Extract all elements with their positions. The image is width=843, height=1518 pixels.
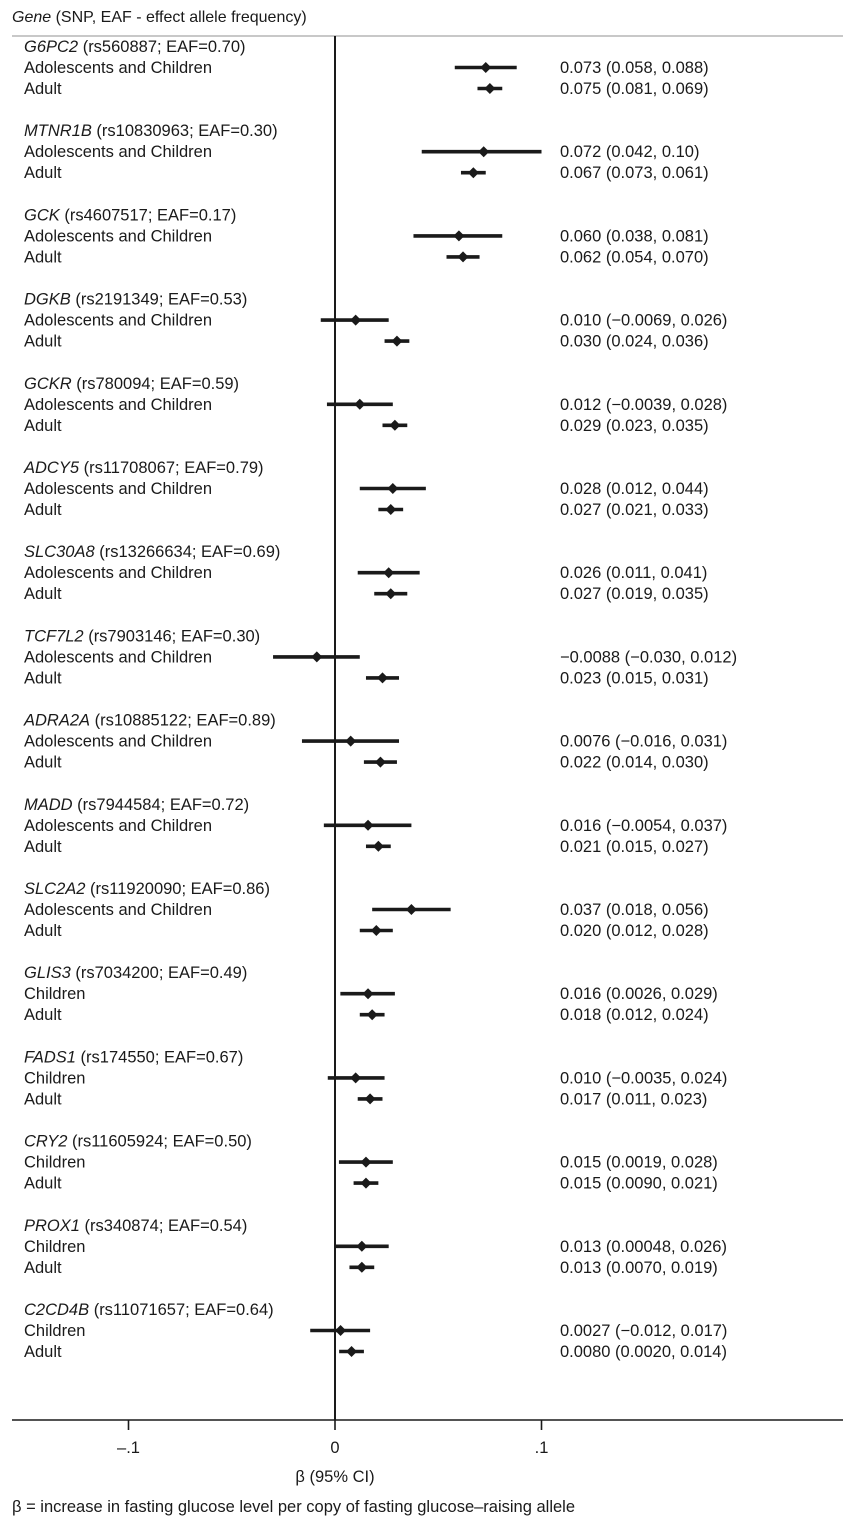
group-label: Adult <box>24 837 62 856</box>
group-label: Children <box>24 1069 86 1088</box>
gene-name: GCK <box>24 206 60 225</box>
group-label: Adolescents and Children <box>24 564 213 583</box>
gene-name: DGKB <box>24 290 71 309</box>
gene-name: FADS1 <box>24 1048 76 1067</box>
point-estimate-marker <box>356 1262 367 1273</box>
gene-title <box>23 459 264 477</box>
gene-title <box>24 880 270 898</box>
snp-info: (rs10830963; EAF=0.30) <box>91 122 278 141</box>
point-estimate-marker <box>453 230 464 241</box>
point-estimate-marker <box>311 651 322 662</box>
gene-title <box>24 122 278 140</box>
estimate-text: 0.030 (0.024, 0.036) <box>560 332 709 351</box>
gene-name: MADD <box>24 795 73 814</box>
column-header-rest: (SNP, EAF - effect allele frequency) <box>51 9 307 26</box>
point-estimate-marker <box>391 336 402 347</box>
point-estimate-marker <box>458 251 469 262</box>
point-estimate-marker <box>350 1072 361 1083</box>
group-label: Adolescents and Children <box>24 901 213 919</box>
gene-name: PROX1 <box>24 1216 80 1235</box>
snp-info: (rs4607517; EAF=0.17) <box>59 206 237 225</box>
estimate-text: 0.010 (−0.0035, 0.024) <box>560 1069 728 1088</box>
gene-group <box>23 459 709 519</box>
estimate-text: 0.010 (−0.0069, 0.026) <box>560 311 728 330</box>
group-label: Adolescents and Children <box>24 816 213 835</box>
point-estimate-marker <box>383 567 394 578</box>
group-label: Children <box>24 985 86 1004</box>
estimate-text: 0.012 (−0.0039, 0.028) <box>560 395 728 414</box>
x-tick-label: 0 <box>330 1439 340 1457</box>
gene-name: SLC2A2 <box>24 880 86 898</box>
gene-title <box>23 712 276 730</box>
snp-info: (rs174550; EAF=0.67) <box>75 1048 244 1067</box>
gene-group <box>24 627 737 687</box>
group-label: Children <box>24 1322 86 1340</box>
gene-group <box>24 1133 718 1193</box>
snp-info: (rs11920090; EAF=0.86) <box>85 880 270 898</box>
estimate-text: 0.067 (0.073, 0.061) <box>560 164 709 183</box>
gene-title <box>24 206 236 224</box>
point-estimate-marker <box>360 1157 371 1168</box>
gene-title <box>24 1217 247 1235</box>
group-label: Adolescents and Children <box>24 732 213 751</box>
point-estimate-marker <box>406 904 417 915</box>
group-label: Adult <box>24 1343 62 1361</box>
estimate-text: 0.073 (0.058, 0.088) <box>560 59 709 77</box>
group-label: Adolescents and Children <box>24 648 213 667</box>
gene-title <box>24 375 239 393</box>
snp-info: (rs7034200; EAF=0.49) <box>70 964 248 983</box>
gene-group <box>24 796 727 856</box>
gene-title <box>24 1301 274 1319</box>
estimate-text: 0.021 (0.015, 0.027) <box>560 837 709 856</box>
group-label: Adolescents and Children <box>24 143 213 162</box>
gene-name: ADCY5 <box>24 459 80 477</box>
estimate-text: 0.020 (0.012, 0.028) <box>560 922 709 940</box>
point-estimate-marker <box>367 1009 378 1020</box>
point-estimate-marker <box>480 62 491 73</box>
gene-name: SLC30A8 <box>24 543 95 562</box>
gene-name: CRY2 <box>24 1132 68 1151</box>
point-estimate-marker <box>335 1325 346 1336</box>
gene-name: GCKR <box>24 374 72 393</box>
point-estimate-marker <box>375 757 386 768</box>
estimate-text: −0.0088 (−0.030, 0.012) <box>560 648 738 667</box>
estimate-text: 0.013 (0.00048, 0.026) <box>560 1237 727 1256</box>
estimate-text: 0.0080 (0.0020, 0.014) <box>560 1343 727 1361</box>
gene-group <box>24 291 727 351</box>
gene-title <box>24 964 247 982</box>
gene-group <box>24 964 718 1024</box>
snp-info: (rs11708067; EAF=0.79) <box>79 459 264 477</box>
group-label: Adult <box>24 753 62 772</box>
point-estimate-marker <box>484 83 495 94</box>
estimate-text: 0.027 (0.021, 0.033) <box>560 501 709 519</box>
group-label: Adolescents and Children <box>24 395 213 414</box>
estimate-text: 0.075 (0.081, 0.069) <box>560 80 709 98</box>
estimate-text: 0.029 (0.023, 0.035) <box>560 416 709 435</box>
point-estimate-marker <box>377 672 388 683</box>
point-estimate-marker <box>387 483 398 494</box>
gene-name: GLIS3 <box>24 964 71 983</box>
estimate-text: 0.026 (0.011, 0.041) <box>560 564 708 583</box>
snp-info: (rs7903146; EAF=0.30) <box>83 627 261 646</box>
estimate-text: 0.015 (0.0019, 0.028) <box>560 1153 718 1172</box>
gene-group <box>24 206 709 266</box>
estimate-text: 0.027 (0.019, 0.035) <box>560 585 709 604</box>
point-estimate-marker <box>360 1178 371 1189</box>
gene-title <box>24 1133 252 1151</box>
gene-name: ADRA2A <box>24 711 91 730</box>
snp-info: (rs2191349; EAF=0.53) <box>70 290 248 309</box>
snp-info: (rs13266634; EAF=0.69) <box>94 543 281 562</box>
group-label: Adult <box>24 585 62 604</box>
point-estimate-marker <box>478 146 489 157</box>
gene-group <box>24 122 709 182</box>
gene-title <box>24 1048 243 1066</box>
point-estimate-marker <box>356 1241 367 1252</box>
group-label: Adult <box>24 248 62 267</box>
snp-info: (rs7944584; EAF=0.72) <box>72 795 250 814</box>
point-estimate-marker <box>350 315 361 326</box>
group-label: Adult <box>24 164 62 183</box>
x-axis-label: β (95% CI) <box>295 1468 375 1486</box>
estimate-text: 0.018 (0.012, 0.024) <box>560 1006 709 1025</box>
group-label: Adult <box>24 1258 62 1277</box>
gene-title <box>24 543 280 561</box>
point-estimate-marker <box>385 504 396 515</box>
footnote: β = increase in fasting glucose level per copy of fasting glucose–raising allele <box>12 1498 576 1516</box>
gene-title <box>24 38 246 56</box>
gene-group <box>24 880 709 940</box>
estimate-text: 0.013 (0.0070, 0.019) <box>560 1258 718 1277</box>
estimate-text: 0.023 (0.015, 0.031) <box>560 669 709 688</box>
snp-info: (rs560887; EAF=0.70) <box>78 38 246 56</box>
point-estimate-marker <box>363 988 374 999</box>
gene-group <box>24 1301 727 1361</box>
rows <box>23 38 737 1361</box>
gene-group <box>24 1048 727 1108</box>
group-label: Adult <box>24 1090 62 1109</box>
estimate-text: 0.015 (0.0090, 0.021) <box>560 1174 718 1193</box>
gene-group <box>23 712 727 772</box>
group-label: Children <box>24 1237 86 1256</box>
group-label: Adult <box>24 1174 62 1193</box>
point-estimate-marker <box>373 841 384 852</box>
group-label: Adolescents and Children <box>24 480 213 498</box>
group-label: Adult <box>24 80 62 98</box>
gene-group <box>24 543 709 603</box>
gene-name: TCF7L2 <box>24 627 84 646</box>
group-label: Children <box>24 1153 86 1172</box>
x-tick-label: –.1 <box>117 1439 140 1457</box>
group-label: Adolescents and Children <box>24 59 213 77</box>
point-estimate-marker <box>365 1093 376 1104</box>
gene-title <box>24 796 249 814</box>
gene-name: G6PC2 <box>24 38 79 56</box>
column-header-gene: Gene <box>12 9 52 26</box>
estimate-text: 0.0027 (−0.012, 0.017) <box>560 1322 728 1340</box>
group-label: Adolescents and Children <box>24 311 213 330</box>
point-estimate-marker <box>371 925 382 936</box>
gene-group <box>24 38 709 98</box>
column-header <box>12 9 307 26</box>
point-estimate-marker <box>354 399 365 410</box>
estimate-text: 0.062 (0.054, 0.070) <box>560 248 709 267</box>
group-label: Adult <box>24 416 62 435</box>
estimate-text: 0.022 (0.014, 0.030) <box>560 753 709 772</box>
snp-info: (rs780094; EAF=0.59) <box>71 374 240 393</box>
point-estimate-marker <box>468 167 479 178</box>
gene-title <box>24 291 247 309</box>
gene-name: MTNR1B <box>24 122 92 141</box>
gene-name: C2CD4B <box>24 1301 90 1319</box>
point-estimate-marker <box>346 1346 357 1357</box>
estimate-text: 0.016 (0.0026, 0.029) <box>560 985 718 1004</box>
estimate-text: 0.072 (0.042, 0.10) <box>560 143 700 162</box>
point-estimate-marker <box>345 736 356 747</box>
estimate-text: 0.016 (−0.0054, 0.037) <box>560 816 728 835</box>
estimate-text: 0.028 (0.012, 0.044) <box>560 480 709 498</box>
group-label: Adolescents and Children <box>24 227 213 246</box>
point-estimate-marker <box>385 588 396 599</box>
x-tick-label: .1 <box>534 1439 549 1457</box>
group-label: Adult <box>24 669 62 688</box>
snp-info: (rs11071657; EAF=0.64) <box>89 1301 274 1319</box>
estimate-text: 0.017 (0.011, 0.023) <box>560 1090 708 1109</box>
group-label: Adult <box>24 1006 62 1025</box>
estimate-text: 0.060 (0.038, 0.081) <box>560 227 709 246</box>
group-label: Adult <box>24 922 62 940</box>
gene-group <box>24 375 727 435</box>
snp-info: (rs11605924; EAF=0.50) <box>67 1132 252 1151</box>
group-label: Adult <box>24 332 62 351</box>
group-label: Adult <box>24 501 62 519</box>
estimate-text: 0.037 (0.018, 0.056) <box>560 901 709 919</box>
estimate-text: 0.0076 (−0.016, 0.031) <box>560 732 728 751</box>
snp-info: (rs10885122; EAF=0.89) <box>90 711 276 730</box>
gene-group <box>24 1217 727 1277</box>
point-estimate-marker <box>389 420 400 431</box>
header <box>12 9 843 36</box>
snp-info: (rs340874; EAF=0.54) <box>79 1216 248 1235</box>
point-estimate-marker <box>363 820 374 831</box>
gene-title <box>24 627 260 645</box>
